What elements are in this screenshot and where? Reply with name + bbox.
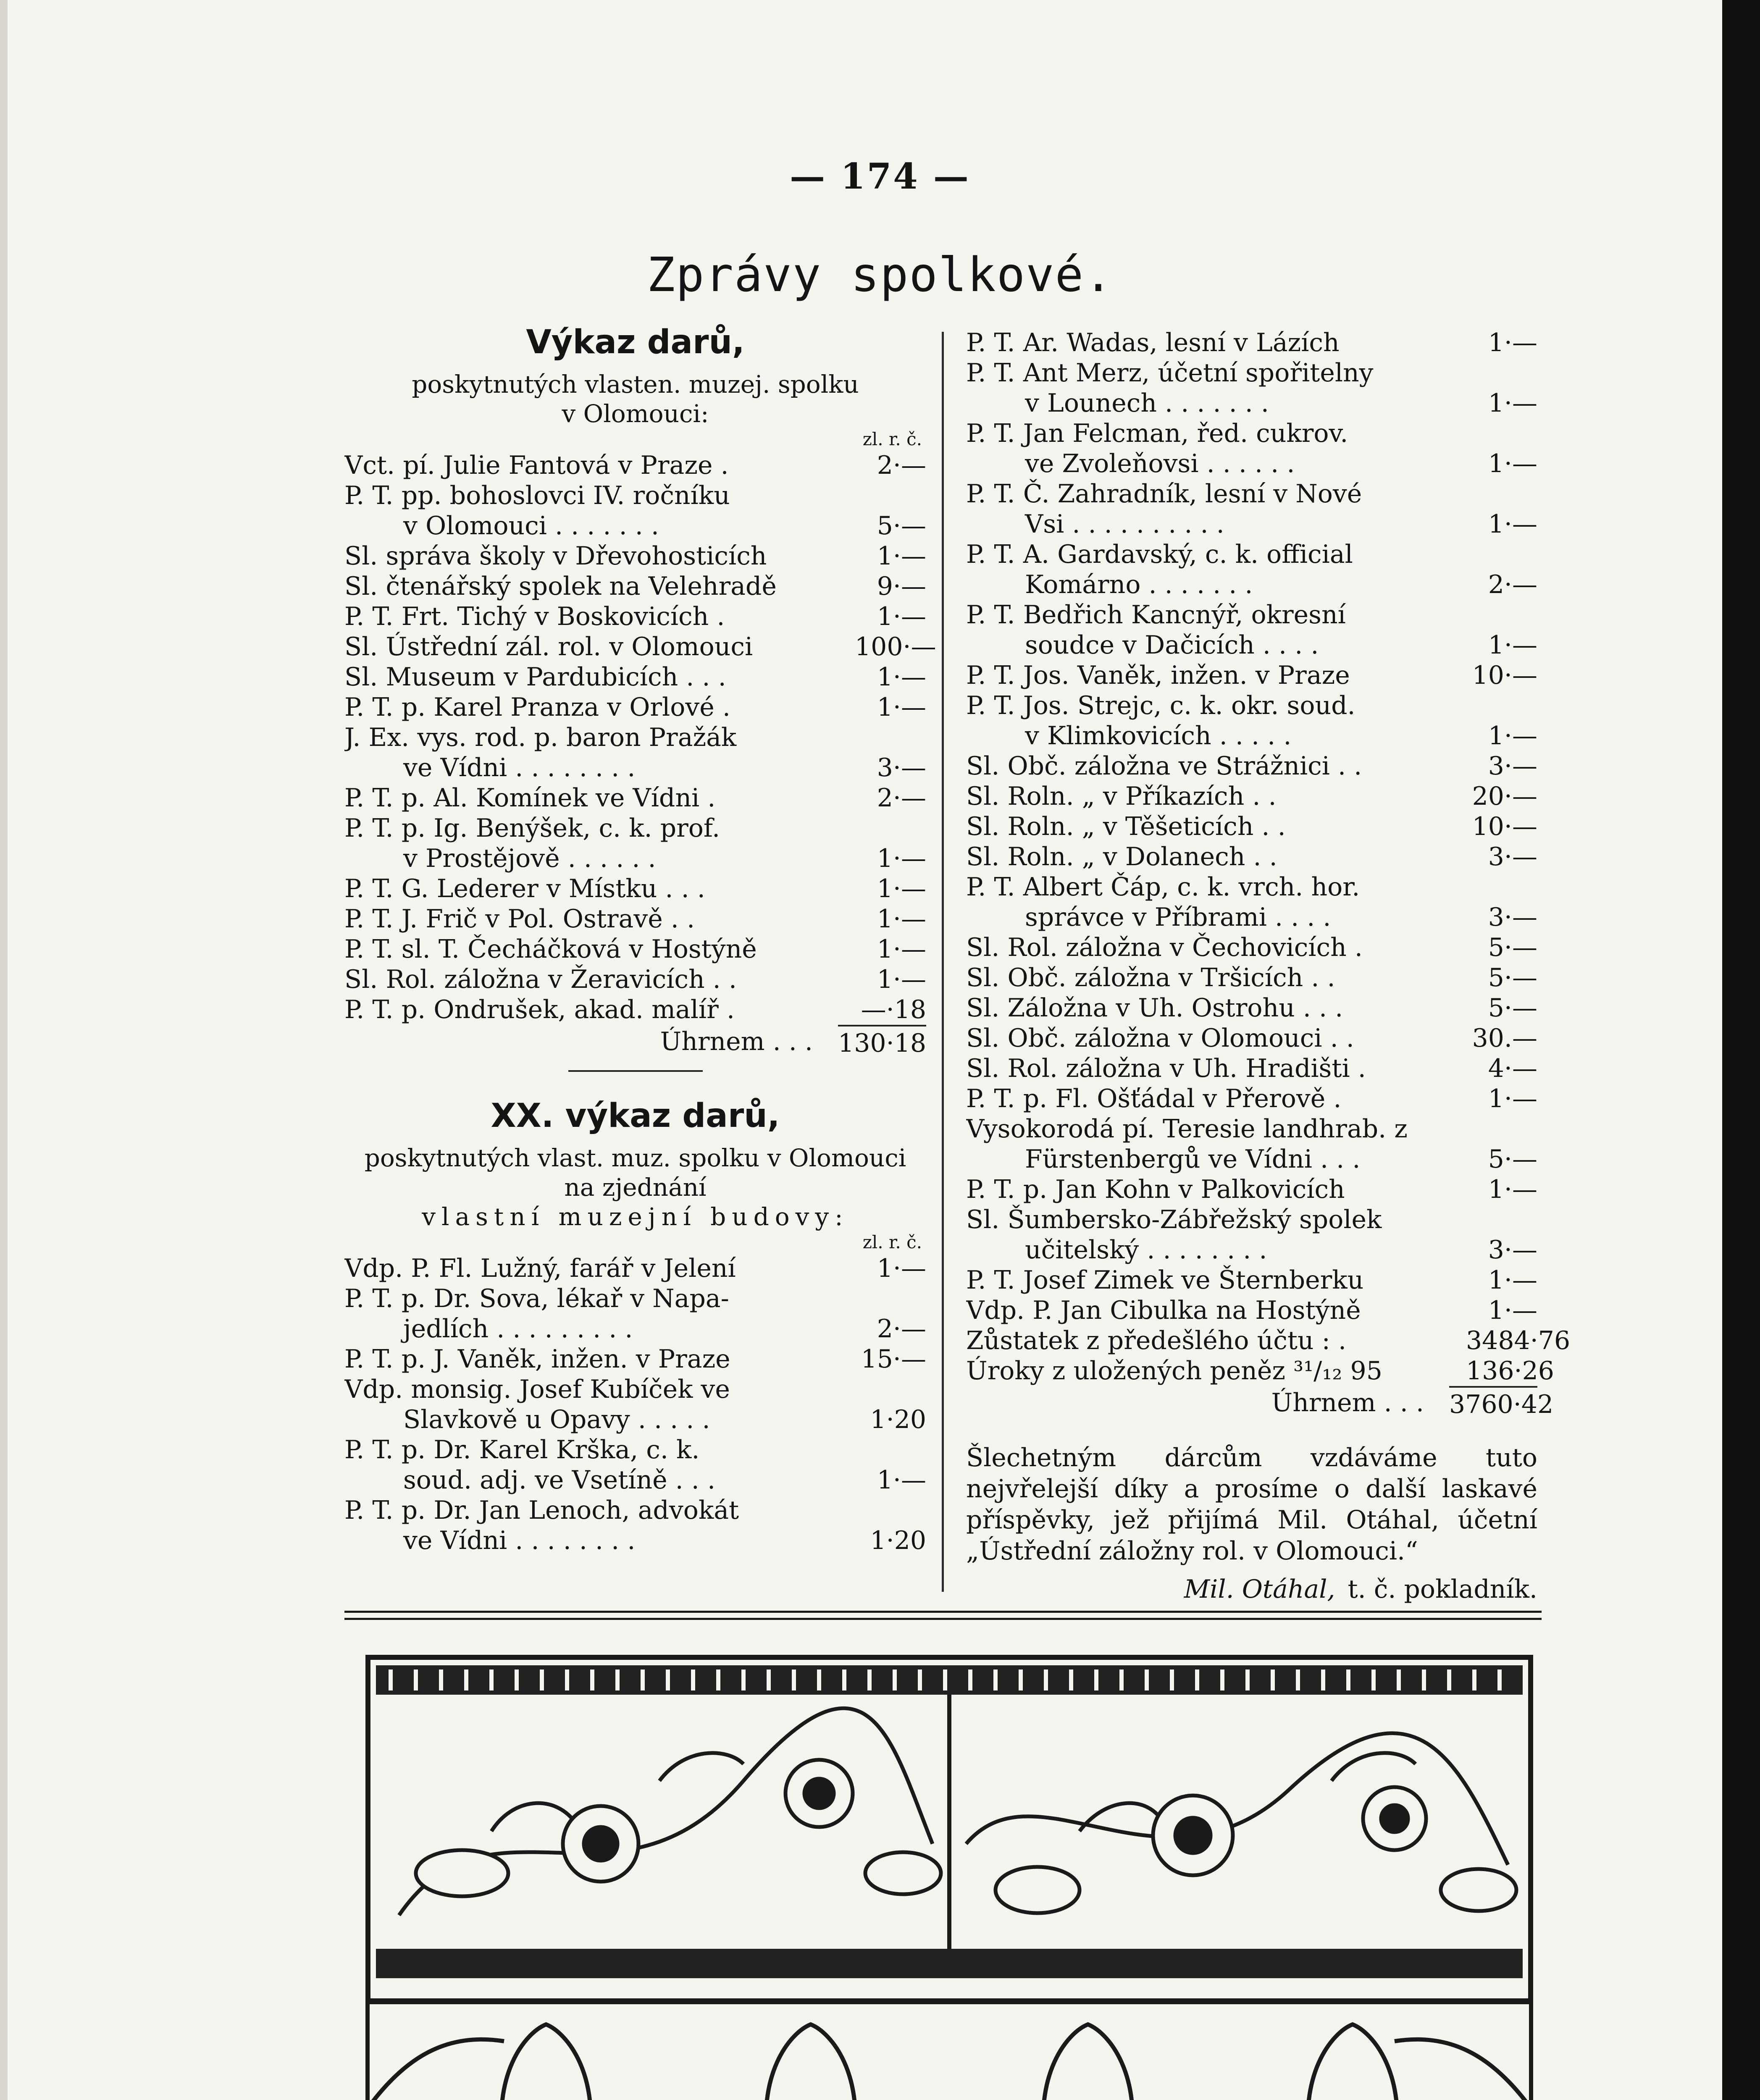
entry-text: ve Vídni . . . . . . . .: [403, 1526, 636, 1555]
entry-text: Sl. čtenářský spolek na Velehradě: [344, 572, 777, 601]
donation-entry: [966, 1084, 1537, 1114]
entry-amount: 1·—: [1488, 449, 1537, 478]
donation-entry: [344, 632, 936, 662]
report1-unit-label: zl. r. č.: [862, 429, 922, 449]
entry-text: P. T. Jos. Vaněk, inžen. v Praze: [966, 661, 1350, 690]
entry-text: P. T. G. Lederer v Místku . . .: [344, 874, 705, 903]
entry-amount: 2·—: [1488, 570, 1537, 599]
entry-line: [344, 601, 926, 632]
donation-entry: [966, 660, 1537, 690]
donation-entry: [344, 813, 926, 874]
donation-entry: [966, 328, 1537, 358]
entry-text: Sl. Rol. záložna v Čechovicích .: [966, 933, 1363, 962]
donation-entry: [966, 781, 1537, 811]
entry-amount: 1·—: [877, 1465, 926, 1495]
entry-text: Vdp. monsig. Josef Kubíček ve: [344, 1375, 730, 1404]
entry-line: [344, 511, 926, 541]
entry-line: [344, 964, 926, 995]
entry-amount: 5·—: [1488, 1144, 1537, 1174]
entry-amount: 3484·76: [1466, 1326, 1571, 1355]
entry-line: [966, 1023, 1537, 1053]
entry-text: soud. adj. ve Vsetíně . . .: [403, 1465, 716, 1495]
right-total-label: Úhrnem . . .: [1271, 1388, 1424, 1418]
donation-entry: [966, 600, 1537, 660]
entry-amount: 5·—: [1488, 963, 1537, 992]
entry-amount: 5·—: [1488, 993, 1537, 1023]
report-separator: [568, 1070, 703, 1072]
donation-entry: [344, 601, 926, 632]
entry-line: [966, 479, 1537, 509]
entry-amount: 1·—: [1488, 388, 1537, 418]
entry-text: P. T. p. Al. Komínek ve Vídni .: [344, 783, 716, 813]
donation-entry: [344, 934, 926, 964]
ornament-bottom-band: [376, 1949, 1523, 1978]
entry-line: [966, 872, 1537, 902]
signature: [966, 1572, 1537, 1606]
donation-entry: [344, 1374, 926, 1435]
donation-entry: [966, 539, 1537, 600]
entry-line: [344, 541, 926, 571]
entry-line: [344, 632, 936, 662]
entry-line: [966, 721, 1537, 751]
entry-amount: 4·—: [1488, 1054, 1537, 1083]
entry-text: P. T. p. Dr. Jan Lenoch, advokát: [344, 1496, 739, 1525]
entry-line: [966, 690, 1537, 721]
donation-entry: [966, 1326, 1571, 1356]
entry-text: Sl. Obč. záložna v Tršicích . .: [966, 963, 1335, 992]
entry-text: soudce v Dačicích . . . .: [1025, 630, 1319, 660]
entry-line: [966, 570, 1537, 600]
left-column: [344, 323, 936, 1556]
entry-text: v Prostějově . . . . . .: [403, 844, 656, 873]
entry-amount: 3·—: [1488, 751, 1537, 781]
entry-amount: 1·—: [877, 934, 926, 964]
entry-text: Vdp. P. Jan Cibulka na Hostýně: [966, 1296, 1361, 1325]
entry-text: P. T. p. Ig. Benýšek, c. k. prof.: [344, 814, 720, 843]
donation-entry: [966, 1295, 1537, 1326]
entry-line: [966, 660, 1537, 690]
entry-line: [966, 539, 1537, 570]
entry-line: [966, 811, 1537, 842]
entry-line: [344, 692, 926, 722]
report2-entry-list: [344, 1253, 926, 1556]
ornament-left-drape: [368, 2001, 504, 2100]
entry-amount: 136·26: [1466, 1356, 1554, 1386]
entry-line: [966, 1144, 1537, 1174]
report1-subheading-line: v Olomouci:: [562, 399, 709, 428]
entry-text: Sl. Záložna v Uh. Ostrohu . . .: [966, 993, 1343, 1023]
column-divider: [942, 332, 944, 1592]
entry-line: [966, 1265, 1537, 1295]
ornament-top-band: [376, 1665, 1523, 1695]
entry-text: P. T. p. Ondrušek, akad. malíř .: [344, 995, 735, 1024]
entry-line: [344, 662, 926, 692]
entry-line: [966, 600, 1537, 630]
entry-amount: 1·—: [877, 662, 926, 692]
entry-line: [344, 571, 926, 601]
entry-amount: 1·—: [1488, 721, 1537, 751]
donation-entry: [344, 571, 926, 601]
entry-amount: 10·—: [1472, 812, 1537, 841]
donation-entry: [344, 995, 926, 1025]
report1-total-label: Úhrnem . . .: [660, 1027, 813, 1056]
entry-amount: 1·—: [1488, 1084, 1537, 1113]
donation-entry: [966, 932, 1537, 963]
entry-amount: —·18: [861, 995, 926, 1024]
ornament-right-drape: [1395, 2001, 1531, 2100]
donation-entry: [344, 541, 926, 571]
report2-subheading-line: na zjednání: [564, 1173, 707, 1202]
entry-amount: 1·—: [877, 965, 926, 994]
donation-entry: [966, 872, 1537, 932]
entry-amount: 1·—: [1488, 1296, 1537, 1325]
right-column: [966, 328, 1571, 1606]
page-edge-right: [1722, 0, 1760, 2100]
entry-line: [966, 1114, 1537, 1144]
right-entry-list: [966, 328, 1571, 1386]
entry-line: [966, 932, 1537, 963]
donation-entry: [966, 751, 1537, 781]
closing-paragraph: Šlechetným dárcům vzdáváme tuto nejvřelejší díky a prosíme o další laskavé příspěvky, jež přijímá Mil. Otáhal, účetní „Ústřední záložny rol. v Olomouci.“: [966, 1443, 1537, 1566]
donation-entry: [966, 1174, 1537, 1205]
entry-line: [966, 630, 1537, 660]
entry-text: P. T. A. Gardavský, c. k. official: [966, 540, 1353, 569]
entry-line: [966, 751, 1537, 781]
entry-amount: 3·—: [1488, 1235, 1537, 1265]
entry-line: [344, 843, 926, 874]
entry-amount: 3·—: [877, 753, 926, 782]
entry-text: P. T. p. Karel Pranza v Orlové .: [344, 693, 730, 722]
donation-entry: [344, 1435, 926, 1495]
entry-text: J. Ex. vys. rod. p. baron Pražák: [344, 723, 737, 752]
donation-entry: [344, 692, 926, 722]
entry-text: P. T. sl. T. Čecháčková v Hostýně: [344, 934, 757, 964]
signature-role: t. č. pokladník.: [1348, 1575, 1537, 1604]
entry-line: [344, 450, 926, 480]
donation-entry: [344, 450, 926, 480]
entry-line: [966, 418, 1537, 449]
entry-line: [344, 1344, 926, 1374]
entry-amount: 2·—: [877, 451, 926, 480]
entry-text: P. T. Bedřich Kancnýř, okresní: [966, 600, 1346, 630]
entry-text: Komárno . . . . . . .: [1025, 570, 1253, 599]
donation-entry: [966, 811, 1537, 842]
entry-text: P. T. Ar. Wadas, lesní v Lázích: [966, 328, 1340, 357]
entry-text: P. T. p. Fl. Ošťádal v Přerově .: [966, 1084, 1342, 1113]
entry-text: Sl. Rol. záložna v Uh. Hradišti .: [966, 1054, 1366, 1083]
donation-entry: [344, 1495, 926, 1556]
entry-text: Sl. Rol. záložna v Žeravicích . .: [344, 965, 737, 994]
entry-amount: 1·20: [870, 1526, 926, 1555]
entry-line: [966, 1356, 1554, 1386]
entry-text: P. T. pp. bohoslovci IV. ročníku: [344, 481, 730, 510]
entry-line: [344, 480, 926, 511]
entry-text: jedlích . . . . . . . . .: [403, 1314, 633, 1344]
entry-line: [344, 934, 926, 964]
entry-text: P. T. Albert Čáp, c. k. vrch. hor.: [966, 872, 1360, 902]
right-total: [966, 1386, 1554, 1421]
entry-text: Sl. Šumbersko-Zábřežský spolek: [966, 1205, 1382, 1234]
entry-text: ve Zvoleňovsi . . . . . .: [1025, 449, 1295, 478]
ornament-right-vine: [966, 1733, 1508, 1865]
entry-text: učitelský . . . . . . . .: [1025, 1235, 1267, 1265]
report1-total-amount: 130·18: [838, 1025, 926, 1060]
entry-amount: 1·—: [1488, 509, 1537, 539]
entry-line: [966, 449, 1537, 479]
donation-entry: [966, 842, 1537, 872]
entry-text: Sl. Ústřední zál. rol. v Olomouci: [344, 632, 753, 662]
entry-text: Sl. Roln. „ v Těšeticích . .: [966, 812, 1286, 841]
entry-amount: 1·—: [877, 693, 926, 722]
entry-line: [966, 388, 1537, 418]
entry-line: [344, 995, 926, 1025]
entry-text: Úroky z uložených peněz ³¹/₁₂ 95: [966, 1356, 1382, 1386]
entry-text: P. T. p. Dr. Sova, lékař v Napa-: [344, 1284, 729, 1313]
entry-text: Vsi . . . . . . . . . .: [1025, 509, 1224, 539]
entry-amount: 20·—: [1472, 782, 1537, 811]
donation-entry: [344, 783, 926, 813]
donation-entry: [344, 722, 926, 783]
entry-amount: 1·—: [1488, 1265, 1537, 1295]
entry-amount: 1·—: [1488, 630, 1537, 660]
entry-line: [344, 1404, 926, 1435]
report1-total: [344, 1025, 926, 1060]
entry-text: P. T. Jos. Strejc, c. k. okr. soud.: [966, 691, 1355, 720]
ornament-bell-flowers: [501, 2024, 1397, 2100]
report2-unit-label: zl. r. č.: [862, 1232, 922, 1252]
entry-line: [344, 1314, 926, 1344]
entry-text: Vct. pí. Julie Fantová v Praze .: [344, 451, 729, 480]
double-rule-top: [344, 1611, 1542, 1613]
entry-amount: 10·—: [1472, 661, 1537, 690]
entry-line: [966, 509, 1537, 539]
entry-line: [966, 993, 1537, 1023]
entry-text: P. T. Frt. Tichý v Boskovicích .: [344, 602, 725, 631]
double-rule-bottom: [344, 1618, 1542, 1620]
donation-entry: [966, 1356, 1554, 1386]
entry-line: [344, 1525, 926, 1556]
donation-entry: [966, 1053, 1537, 1084]
entry-amount: 15·—: [861, 1344, 926, 1374]
entry-amount: 1·—: [1488, 1175, 1537, 1204]
entry-text: Sl. Obč. záložna v Olomouci . .: [966, 1024, 1354, 1053]
entry-amount: 2·—: [877, 783, 926, 813]
entry-text: Fürstenbergů ve Vídni . . .: [1025, 1144, 1361, 1174]
entry-amount: 1·—: [877, 904, 926, 934]
entry-text: P. T. J. Frič v Pol. Ostravě . .: [344, 904, 695, 934]
entry-line: [344, 1284, 926, 1314]
entry-amount: 1·—: [877, 541, 926, 571]
report2-heading: XX. výkaz darů,: [491, 1097, 780, 1135]
donation-entry: [966, 1205, 1537, 1265]
entry-text: v Klimkovicích . . . . .: [1025, 721, 1292, 751]
entry-text: P. T. Ant Merz, účetní spořitelny: [966, 358, 1374, 388]
entry-amount: 1·—: [877, 602, 926, 631]
entry-line: [344, 1435, 926, 1465]
entry-amount: 1·—: [877, 874, 926, 903]
entry-line: [966, 1295, 1537, 1326]
donation-entry: [344, 1284, 926, 1344]
entry-line: [966, 1174, 1537, 1205]
entry-line: [344, 753, 926, 783]
signature-name: Mil. Otáhal,: [1184, 1575, 1335, 1604]
entry-line: [344, 904, 926, 934]
entry-line: [344, 874, 926, 904]
donation-entry: [966, 479, 1537, 539]
entry-line: [966, 1326, 1571, 1356]
entry-amount: 3·—: [1488, 842, 1537, 872]
donation-entry: [344, 1344, 926, 1374]
entry-amount: 5·—: [877, 511, 926, 541]
donation-entry: [344, 1253, 926, 1284]
report2-subheading-spaced: vlastní muzejní budovy:: [422, 1202, 849, 1231]
entry-text: Slavkově u Opavy . . . . .: [403, 1405, 710, 1434]
entry-line: [966, 1084, 1537, 1114]
donation-entry: [966, 418, 1537, 479]
entry-text: P. T. Jan Felcman, řed. cukrov.: [966, 419, 1348, 448]
entry-amount: 9·—: [877, 572, 926, 601]
entry-amount: 1·—: [877, 844, 926, 873]
entry-amount: 1·—: [1488, 328, 1537, 357]
right-total-amount: 3760·42: [1449, 1386, 1537, 1421]
donation-entry: [966, 993, 1537, 1023]
entry-text: Zůstatek z předešlého účtu : .: [966, 1326, 1347, 1355]
entry-text: P. T. Č. Zahradník, lesní v Nové: [966, 479, 1362, 509]
entry-line: [344, 783, 926, 813]
entry-text: Sl. Obč. záložna ve Strážnici . .: [966, 751, 1362, 781]
donation-entry: [344, 480, 926, 541]
page-edge-left: [0, 0, 8, 2100]
entry-line: [966, 963, 1537, 993]
donation-entry: [966, 963, 1537, 993]
entry-text: v Lounech . . . . . . .: [1025, 388, 1269, 418]
entry-line: [966, 1235, 1537, 1265]
report1-subheading-line: poskytnutých vlasten. muzej. spolku: [412, 370, 859, 399]
entry-line: [966, 1053, 1537, 1084]
entry-amount: 30.—: [1472, 1024, 1537, 1053]
entry-text: Sl. Roln. „ v Dolanech . .: [966, 842, 1277, 872]
entry-line: [344, 813, 926, 843]
entry-line: [966, 902, 1537, 932]
entry-line: [966, 1205, 1537, 1235]
entry-amount: 1·—: [877, 1254, 926, 1283]
ornament-flowers: [416, 1760, 1516, 1913]
entry-text: správce v Příbrami . . . .: [1025, 903, 1331, 932]
entry-amount: 3·—: [1488, 903, 1537, 932]
donation-entry: [344, 964, 926, 995]
entry-amount: 2·—: [877, 1314, 926, 1344]
entry-line: [966, 358, 1537, 388]
donation-entry: [966, 690, 1537, 751]
donation-entry: [966, 1114, 1537, 1174]
entry-text: P. T. p. J. Vaněk, inžen. v Praze: [344, 1344, 730, 1374]
entry-line: [966, 842, 1537, 872]
entry-amount: 5·—: [1488, 933, 1537, 962]
entry-amount: 1·20: [870, 1405, 926, 1434]
report1-entry-list: [344, 450, 936, 1025]
entry-line: [344, 1495, 926, 1525]
section-title: Zprávy spolkové.: [646, 248, 1114, 302]
entry-amount: 100·—: [855, 632, 936, 662]
donation-entry: [966, 358, 1537, 418]
donation-entry: [966, 1265, 1537, 1295]
entry-text: P. T. Josef Zimek ve Šternberku: [966, 1265, 1364, 1295]
entry-text: Vysokorodá pí. Teresie landhrab. z: [966, 1114, 1408, 1144]
entry-line: [966, 328, 1537, 358]
entry-text: P. T. p. Dr. Karel Krška, c. k.: [344, 1435, 700, 1465]
entry-line: [344, 1253, 926, 1284]
donation-entry: [344, 662, 926, 692]
entry-text: Vdp. P. Fl. Lužný, farář v Jelení: [344, 1254, 736, 1283]
page-number: — 174 —: [790, 155, 970, 197]
entry-text: P. T. p. Jan Kohn v Palkovicích: [966, 1175, 1345, 1204]
entry-line: [966, 781, 1537, 811]
report1-heading: Výkaz darů,: [526, 323, 745, 361]
entry-text: Sl. správa školy v Dřevohosticích: [344, 541, 767, 571]
entry-text: Sl. Museum v Pardubicích . . .: [344, 662, 726, 692]
entry-line: [344, 1374, 926, 1404]
report2-subheading-line: poskytnutých vlast. muz. spolku v Olomouci: [364, 1144, 906, 1172]
entry-line: [344, 722, 926, 753]
donation-entry: [344, 904, 926, 934]
floral-ornament-illustration: [365, 1655, 1533, 2100]
entry-text: ve Vídni . . . . . . . .: [403, 753, 636, 782]
donation-entry: [344, 874, 926, 904]
entry-line: [344, 1465, 926, 1495]
entry-text: v Olomouci . . . . . . .: [403, 511, 659, 541]
donation-entry: [966, 1023, 1537, 1053]
entry-text: Sl. Roln. „ v Příkazích . .: [966, 782, 1277, 811]
